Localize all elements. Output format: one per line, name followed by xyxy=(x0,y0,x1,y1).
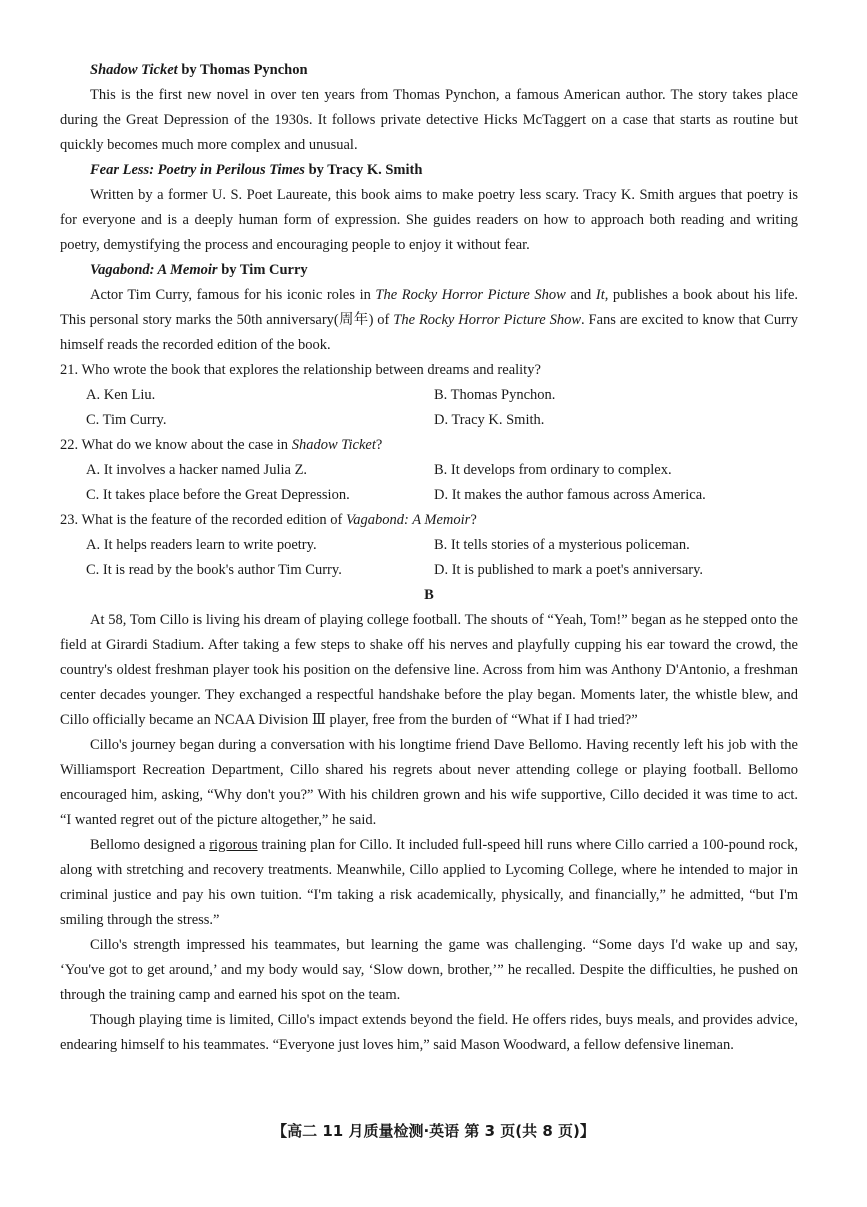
question-21: 21. Who wrote the book that explores the relationship between dreams and reality? xyxy=(60,362,541,378)
passage-paragraph: Though playing time is limited, Cillo's impact extends beyond the field. He offers rides, buys meals, and provides advice, endearing himself to his teammates. “Everyone just loves him,” said Mason Woodward, a fellow defensive lineman. xyxy=(60,1012,798,1053)
option-b: B. It tells stories of a mysterious policeman. xyxy=(434,537,690,553)
question-21-options xyxy=(86,383,798,433)
question-22-options xyxy=(86,458,798,508)
book-title-shadow-ticket: Shadow Ticket by Thomas Pynchon xyxy=(90,62,308,78)
exam-page xyxy=(60,58,798,1058)
book-description: Actor Tim Curry, famous for his iconic roles in The Rocky Horror Picture Show and It, publishes a book about his life. This personal story marks the 50th anniversary(周年) of The Rocky Horror Picture Show. Fans are excited to know that Curry himself reads the recorded edition of the book. xyxy=(60,287,799,353)
option-a: A. It involves a hacker named Julia Z. xyxy=(86,462,308,478)
passage-paragraph: Cillo's journey began during a conversation with his longtime friend Dave Bellomo. Having recently left his job with the Williamsport Recreation Department, Cillo shared his regrets about never attending college or playing football. Bellomo encouraged him, asking, “Why don't you?” With his children grown and his wife supportive, Cillo decided it was time to act. “I wanted regret out of the picture altogether,” he said. xyxy=(60,737,798,828)
option-d: D. Tracy K. Smith. xyxy=(434,412,545,428)
option-a: A. Ken Liu. xyxy=(86,387,156,403)
book-title-fear-less: Fear Less: Poetry in Perilous Times by Tracy K. Smith xyxy=(90,162,423,178)
option-b: B. It develops from ordinary to complex. xyxy=(434,462,672,478)
option-c: C. It takes place before the Great Depression. xyxy=(86,487,350,503)
question-23-options xyxy=(86,533,798,583)
underlined-word: rigorous xyxy=(209,837,258,853)
book-title-vagabond: Vagabond: A Memoir by Tim Curry xyxy=(90,262,308,278)
section-heading-b: B xyxy=(424,587,434,603)
question-22: 22. What do we know about the case in Shadow Ticket? xyxy=(60,437,383,453)
option-b: B. Thomas Pynchon. xyxy=(434,387,556,403)
book-description: This is the first new novel in over ten years from Thomas Pynchon, a famous American author. The story takes place during the Great Depression of the 1930s. It follows private detective Hicks McTaggert on a case that starts as routine but quickly becomes much more complex and unusual. xyxy=(60,87,798,153)
option-c: C. Tim Curry. xyxy=(86,412,167,428)
option-d: D. It makes the author famous across America. xyxy=(434,487,706,503)
passage-paragraph: Cillo's strength impressed his teammates, but learning the game was challenging. “Some days I'd wake up and say, ‘You've got to get around,’ and my body would say, ‘Slow down, brother,’” he recalled. Despite the difficulties, he pushed on through the training camp and earned his spot on the team. xyxy=(60,937,798,1003)
passage-paragraph: Bellomo designed a rigorous training plan for Cillo. It included full-speed hill runs where Cillo carried a 100-pound rock, along with stretching and recovery treatments. Meanwhile, Cillo applied to Lycoming College, where he intended to major in criminal justice and pay his own tuition. “I'm taking a risk academically, physically, and financially,” he admitted, “but I'm smiling through the stress.” xyxy=(60,837,798,928)
option-d: D. It is published to mark a poet's anniversary. xyxy=(434,562,704,578)
passage-paragraph: At 58, Tom Cillo is living his dream of playing college football. The shouts of “Yeah, Tom!” began as he stepped onto the field at Girardi Stadium. After taking a few steps to shake off his nerves and playfully cupping his ear toward the crowd, the country's oldest freshman player took his position on the defensive line. Across from him was Anthony D'Antonio, a freshman center decades younger. They exchanged a respectful handshake before the play began. Moments later, the whistle blew, and Cillo officially became an NCAA Division Ⅲ player, free from the burden of “What if I had tried?” xyxy=(60,612,798,728)
book-description: Written by a former U. S. Poet Laureate, this book aims to make poetry less scary. Tracy K. Smith argues that poetry is for everyone and is a deeply human form of expression. She guides readers on how to approach both reading and writing poetry, demystifying the process and encouraging people to enjoy it without fear. xyxy=(60,187,798,253)
option-a: A. It helps readers learn to write poetry. xyxy=(86,537,317,553)
option-c: C. It is read by the book's author Tim Curry. xyxy=(86,562,342,578)
question-23: 23. What is the feature of the recorded edition of Vagabond: A Memoir? xyxy=(60,512,477,528)
page-footer: 【高二 11 月质量检测·英语 第 3 页(共 8 页)】 xyxy=(272,1122,595,1140)
